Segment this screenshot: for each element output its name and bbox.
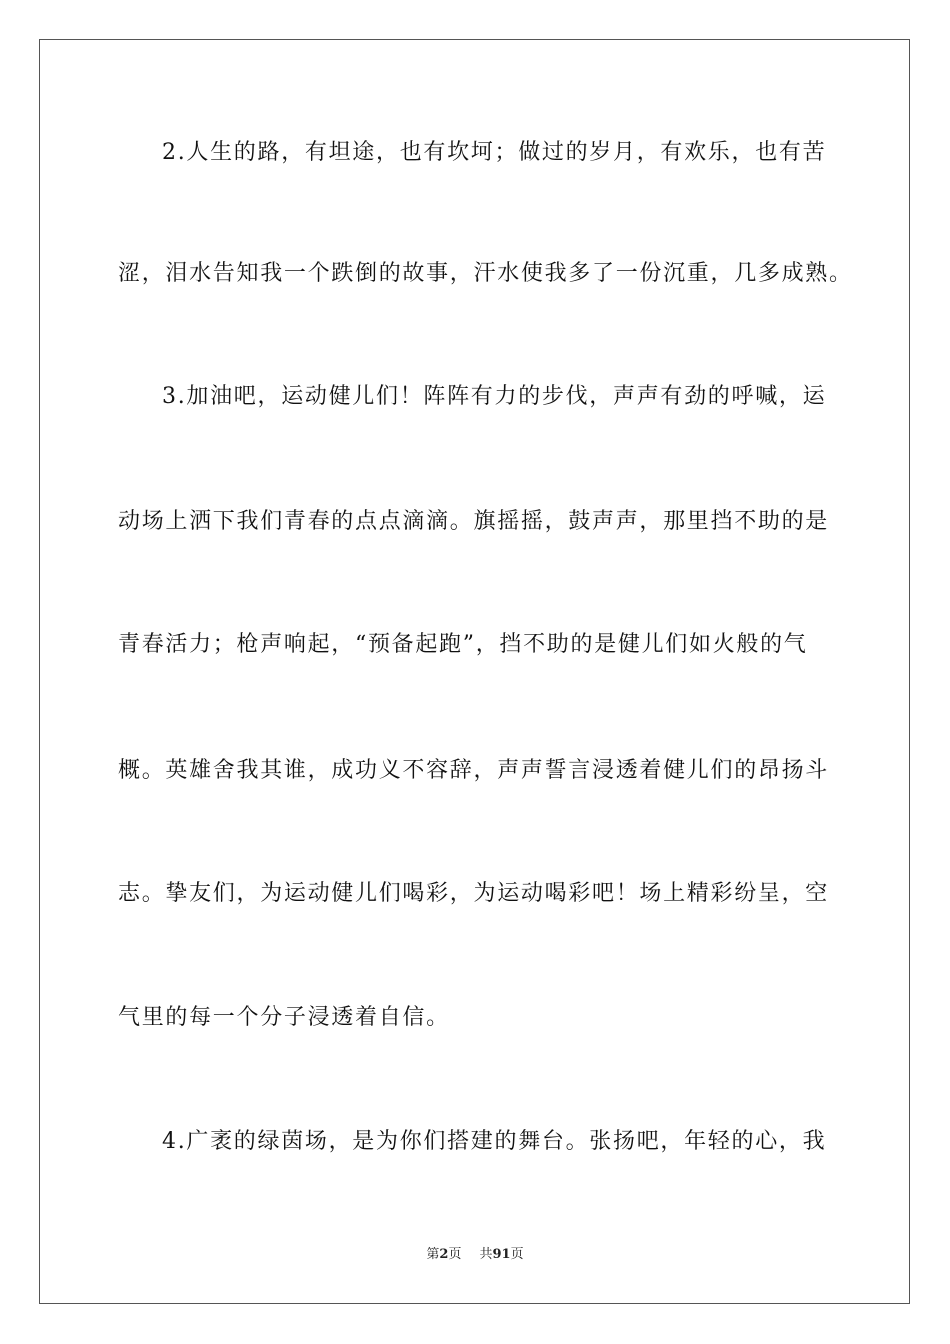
paragraph-3-line-4: 概。英雄舍我其谁，成功义不容辞，声声誓言浸透着健儿们的昂扬斗 [118,758,830,783]
current-page-number: 2 [439,1247,449,1262]
paragraph-2-line-1: 2.人生的路，有坦途，也有坎坷；做过的岁月，有欢乐，也有苦 [162,140,827,165]
paragraph-3-line-6: 气里的每一个分子浸透着自信。 [118,1005,450,1030]
paragraph-4-line-1: 4.广袤的绿茵场，是为你们搭建的舞台。张扬吧，年轻的心，我 [162,1129,827,1154]
total-suffix: 页 [510,1247,524,1262]
paragraph-3-line-1: 3.加油吧，运动健儿们！阵阵有力的步伐，声声有劲的呼喊，运 [162,384,827,409]
page-footer [0,1246,950,1264]
page-border [39,39,910,1304]
page-suffix: 页 [448,1247,462,1262]
page-prefix: 第 [426,1247,440,1262]
paragraph-3-line-3: 青春活力；枪声响起，“预备起跑”，挡不助的是健儿们如火般的气 [118,632,808,657]
total-pages-number: 91 [492,1247,511,1262]
total-prefix: 共 [479,1247,493,1262]
paragraph-3-line-5: 志。挚友们，为运动健儿们喝彩，为运动喝彩吧！场上精彩纷呈，空 [118,881,830,906]
paragraph-3-line-2: 动场上洒下我们青春的点点滴滴。旗摇摇，鼓声声，那里挡不助的是 [118,509,830,534]
paragraph-2-line-2: 涩，泪水告知我一个跌倒的故事，汗水使我多了一份沉重，几多成熟。 [118,261,853,286]
